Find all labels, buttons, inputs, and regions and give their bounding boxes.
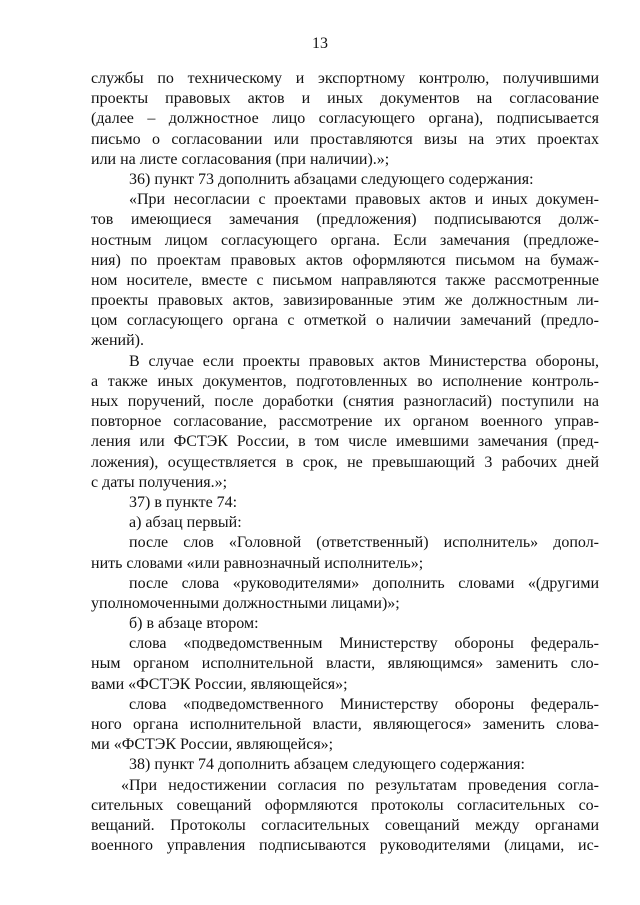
text-line: или на листе согласования (при наличии).»; [91, 150, 390, 168]
text-line: «При недостижении согласия по результатам проведения согла- [121, 776, 599, 794]
text-line: ном носителе, вместе с письмом направляются также рассмотренные [91, 271, 599, 289]
text-line: а) абзац первый: [129, 514, 242, 532]
text-line: ного органа исполнительной власти, являющегося» заменить слова- [91, 716, 599, 733]
text-line: ным органом исполнительной власти, являющимся» заменить сло- [91, 655, 599, 673]
document-body [91, 69, 599, 856]
page-number: 13 [312, 35, 328, 52]
text-line: после слова «руководителями» дополнить словами «(другими [129, 574, 599, 592]
text-line: уполномоченными должностными лицами)»; [91, 594, 400, 612]
text-line: ления или ФСТЭК России, в том числе имевшими замечания (пред- [91, 433, 599, 451]
text-line: ных поручений, после доработки (снятия разногласий) поступили на [91, 393, 599, 410]
text-line: (далее – должностное лицо согласующего органа), подписывается [91, 110, 599, 128]
text-line: б) в абзаце втором: [129, 615, 259, 633]
text-line: слова «подведомственного Министерству обороны федераль- [129, 695, 599, 713]
text-line: ния) по проектам правовых актов оформляются письмом на бумаж- [91, 251, 599, 269]
text-line: В случае если проекты правовых актов Министерства обороны, [129, 352, 599, 370]
text-line: повторное согласование, рассмотрение их органом военного управ- [91, 413, 599, 431]
text-line: «При несогласии с проектами правовых актов и иных докумен- [129, 191, 599, 209]
text-line: жений). [91, 332, 144, 350]
text-line: цом согласующего органа с отметкой о наличии замечаний (предло- [91, 312, 599, 330]
text-line: вещаний. Протоколы согласительных совещаний между органами [91, 816, 599, 834]
text-line: тов имеющиеся замечания (предложения) подписываются долж- [91, 211, 599, 229]
text-line: ложения), осуществляется в срок, не превышающий 3 рабочих дней [91, 453, 599, 471]
text-line: сительных совещаний оформляются протоколы согласительных со- [91, 796, 599, 814]
text-line: службы по техническому и экспортному контролю, получившими [91, 70, 599, 87]
text-line: проекты правовых актов, завизированные этим же должностным ли- [91, 292, 599, 310]
text-line: письмо о согласовании или проставляются визы на этих проектах [91, 130, 599, 148]
text-line: ми «ФСТЭК России, являющейся»; [91, 736, 334, 754]
text-line: вами «ФСТЭК России, являющейся»; [91, 675, 348, 693]
text-line: 38) пункт 74 дополнить абзацем следующего содержания: [129, 756, 525, 774]
text-line: военного управления подписываются руководителями (лицами, ис- [91, 837, 599, 855]
text-line: 36) пункт 73 дополнить абзацами следующего содержания: [129, 170, 534, 188]
text-line: а также иных документов, подготовленных во исполнение контроль- [91, 372, 599, 390]
text-line: ностным лицом согласующего органа. Если замечания (предложе- [91, 231, 599, 249]
text-line: после слов «Головной (ответственный) исполнитель» допол- [129, 534, 599, 552]
text-line: 37) в пункте 74: [129, 493, 238, 511]
text-line: проекты правовых актов и иных документов на согласование [91, 90, 599, 108]
text-line: слова «подведомственным Министерству обороны федераль- [129, 635, 599, 653]
text-line: нить словами «или равнозначный исполнитель»; [91, 554, 424, 572]
text-line: с даты получения.»; [91, 473, 228, 491]
